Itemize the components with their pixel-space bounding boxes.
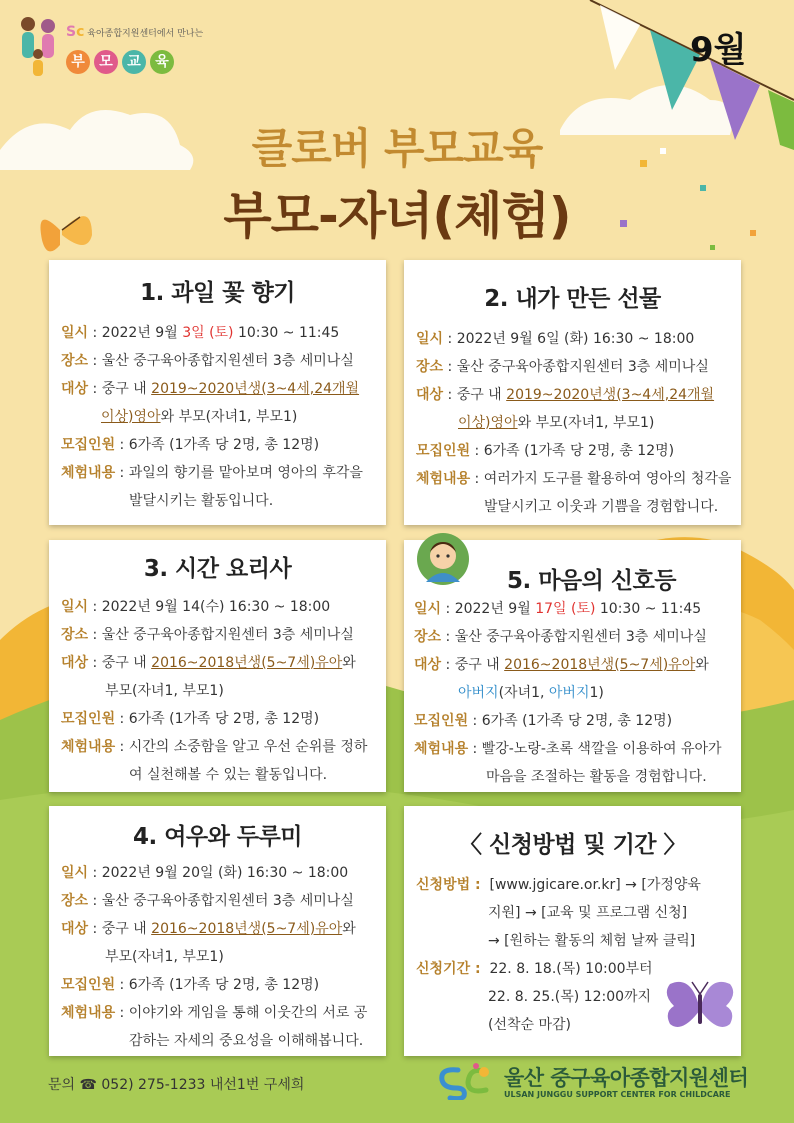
row-target-2: 아버지(자녀1, 아버지1) — [458, 685, 604, 701]
center-name: 울산 중구육아종합지원센터 — [504, 1066, 749, 1090]
apply-title: 〈 신청방법 및 기간 〉 — [458, 832, 687, 858]
row-place: 장소 : 울산 중구육아종합지원센터 3층 세미나실 — [414, 629, 707, 645]
row-date: 일시 : 2022년 9월 14(수) 16:30 ~ 18:00 — [61, 599, 331, 615]
card-title: 4. 여우와 두루미 — [132, 824, 303, 850]
center-name-en: ULSAN JUNGGU SUPPORT CENTER FOR CHILDCARE — [504, 1090, 731, 1099]
row-period-3: (선착순 마감) — [488, 1017, 571, 1033]
row-content: 체험내용 : 이야기와 게임을 통해 이웃간의 서로 공 — [61, 1005, 368, 1021]
footer-contact: 문의 ☎ 052) 275-1233 내선1번 구세희 — [48, 1077, 305, 1093]
row-content: 체험내용 : 과일의 향기를 맡아보며 영아의 후각을 — [61, 465, 363, 481]
row-recruit: 모집인원 : 6가족 (1가족 당 2명, 총 12명) — [61, 711, 320, 727]
row-date: 일시 : 2022년 9월 3일 (토) 10:30 ~ 11:45 — [61, 325, 340, 341]
logo-badge-1: 부 — [66, 50, 90, 74]
row-target: 대상 : 중구 내 2016~2018년생(5~7세)유아와 — [414, 657, 709, 673]
logo-badges — [66, 50, 174, 74]
row-content: 체험내용 : 여러가지 도구를 활용하여 영아의 청각을 — [416, 471, 732, 487]
card-my-gift — [404, 260, 741, 525]
row-target-2: 이상)영아와 부모(자녀1, 부모1) — [458, 415, 655, 431]
row-date: 일시 : 2022년 9월 6일 (화) 16:30 ~ 18:00 — [416, 331, 695, 347]
row-period: 신청기간 : 22. 8. 18.(목) 10:00부터 — [416, 961, 653, 977]
row-content: 체험내용 : 빨강-노랑-초록 색깔을 이용하여 유아가 — [414, 741, 722, 757]
title-main: 클로버 부모교육 — [251, 124, 543, 173]
logo-family-icon — [14, 14, 64, 80]
card-title: 2. 내가 만든 선물 — [484, 286, 661, 312]
card-fruit-flower — [49, 260, 386, 525]
row-method-3: → [원하는 활동의 체험 날짜 클릭] — [488, 933, 696, 949]
logo-badge-3: 교 — [122, 50, 146, 74]
logo-tagline: Sc 육아종합지원센터에서 만나는 — [66, 24, 204, 40]
row-content: 체험내용 : 시간의 소중함을 알고 우선 순위를 정하 — [61, 739, 368, 755]
card-title: 1. 과일 꽃 향기 — [140, 280, 295, 306]
row-target-2: 부모(자녀1, 부모1) — [105, 683, 224, 699]
row-target: 대상 : 중구 내 2019~2020년생(3~4세,24개월 — [61, 381, 360, 397]
card-title: 5. 마음의 신호등 — [506, 568, 677, 594]
father-avatar-icon — [416, 532, 470, 586]
purple-butterfly-icon — [664, 976, 736, 1046]
row-content-2: 여 실천해볼 수 있는 활동입니다. — [129, 767, 328, 783]
row-date: 일시 : 2022년 9월 17일 (토) 10:30 ~ 11:45 — [414, 601, 702, 617]
apply-link[interactable]: [www.jgicare.or.kr] → [가정양육 — [489, 877, 701, 893]
row-recruit: 모집인원 : 6가족 (1가족 당 2명, 총 12명) — [416, 443, 675, 459]
card-fox-crane — [49, 806, 386, 1056]
row-target: 대상 : 중구 내 2016~2018년생(5~7세)유아와 — [61, 921, 356, 937]
row-place: 장소 : 울산 중구육아종합지원센터 3층 세미나실 — [61, 627, 354, 643]
title-sub: 부모-자녀(체험) — [223, 187, 571, 245]
card-time-chef — [49, 540, 386, 792]
row-content-2: 마음을 조절하는 활동을 경험합니다. — [486, 769, 707, 785]
row-date: 일시 : 2022년 9월 20일 (화) 16:30 ~ 18:00 — [61, 865, 349, 881]
row-target: 대상 : 중구 내 2016~2018년생(5~7세)유아와 — [61, 655, 356, 671]
center-logo-icon — [436, 1062, 496, 1100]
row-recruit: 모집인원 : 6가족 (1가족 당 2명, 총 12명) — [61, 977, 320, 993]
row-target-2: 이상)영아와 부모(자녀1, 부모1) — [101, 409, 298, 425]
row-place: 장소 : 울산 중구육아종합지원센터 3층 세미나실 — [416, 359, 709, 375]
month-label: 9월 — [690, 30, 747, 70]
row-recruit: 모집인원 : 6가족 (1가족 당 2명, 총 12명) — [61, 437, 320, 453]
row-period-2: 22. 8. 25.(목) 12:00까지 — [488, 989, 652, 1005]
card-title: 3. 시간 요리사 — [143, 556, 292, 582]
logo-badge-4: 육 — [150, 50, 174, 74]
row-method-2: 지원] → [교육 및 프로그램 신청] — [488, 905, 688, 921]
logo-badge-2: 모 — [94, 50, 118, 74]
row-content-2: 발달시키는 활동입니다. — [129, 493, 274, 509]
row-content-2: 감하는 자세의 중요성을 이해해봅니다. — [129, 1033, 364, 1049]
row-place: 장소 : 울산 중구육아종합지원센터 3층 세미나실 — [61, 893, 354, 909]
row-place: 장소 : 울산 중구육아종합지원센터 3층 세미나실 — [61, 353, 354, 369]
row-content-2: 발달시키고 이웃과 기쁨을 경험합니다. — [484, 499, 719, 515]
row-target-2: 부모(자녀1, 부모1) — [105, 949, 224, 965]
row-target: 대상 : 중구 내 2019~2020년생(3~4세,24개월 — [416, 387, 715, 403]
row-recruit: 모집인원 : 6가족 (1가족 당 2명, 총 12명) — [414, 713, 673, 729]
row-method: 신청방법 : [www.jgicare.or.kr] → [가정양육 — [416, 877, 701, 893]
